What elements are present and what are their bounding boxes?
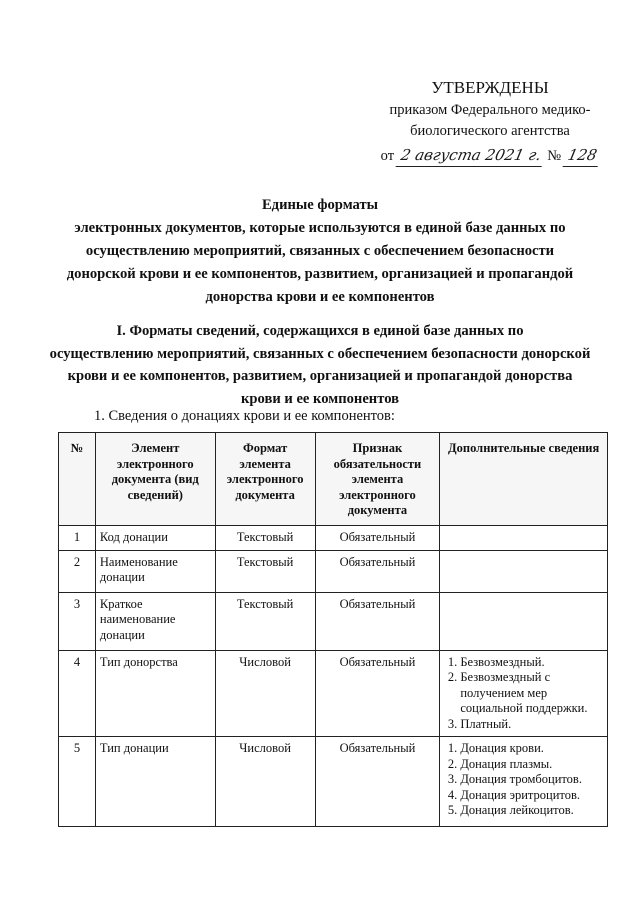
list-item: 2. Донация плазмы. <box>460 757 603 773</box>
section-heading <box>20 320 620 410</box>
document-title <box>20 194 620 309</box>
extra-list <box>444 741 603 819</box>
approval-line-2: биологического агентства <box>410 123 570 139</box>
cell-required: Обязательный <box>315 550 440 592</box>
list-item: 4. Донация эритроцитов. <box>460 788 603 804</box>
title-line-5: донорства крови и ее компонентов <box>205 289 435 305</box>
cell-element: Тип донации <box>95 737 215 827</box>
cell-required: Обязательный <box>315 592 440 650</box>
section-line-2: осуществлению мероприятий, связанных с обеспечением безопасности донорской <box>49 345 591 362</box>
number-prefix: № <box>547 148 562 164</box>
section-line-1: I. Форматы сведений, содержащихся в единой базе данных по <box>116 323 524 339</box>
cell-extra <box>440 550 608 592</box>
cell-extra <box>440 526 608 551</box>
list-item: 5. Донация лейкоцитов. <box>460 803 603 819</box>
cell-required: Обязательный <box>315 650 440 737</box>
cell-format: Числовой <box>215 737 315 827</box>
approval-line-1: приказом Федерального медико- <box>389 102 591 118</box>
formats-table <box>58 432 608 827</box>
cell-format: Текстовый <box>215 550 315 592</box>
cell-element: Код донации <box>95 526 215 551</box>
extra-list <box>444 655 603 733</box>
table-row <box>59 526 608 551</box>
cell-format: Числовой <box>215 650 315 737</box>
date-prefix: от <box>380 148 395 164</box>
header-extra: Дополнительные сведения <box>440 433 608 526</box>
header-element: Элемент электронного документа (вид сведений) <box>95 433 215 526</box>
header-format: Формат элемента электронного документа <box>215 433 315 526</box>
cell-extra <box>440 737 608 827</box>
section-line-3: крови и ее компонентов, развитием, организацией и пропагандой донорства <box>67 368 573 384</box>
approval-block <box>360 78 620 167</box>
cell-number: 1 <box>59 526 96 551</box>
cell-number: 3 <box>59 592 96 650</box>
cell-number: 5 <box>59 737 96 827</box>
title-line-3: осуществлению мероприятий, связанных с обеспечением безопасности <box>85 243 555 259</box>
list-item: 3. Платный. <box>460 717 603 733</box>
section-line-4: крови и ее компонентов <box>240 390 400 407</box>
cell-format: Текстовый <box>215 526 315 551</box>
cell-required: Обязательный <box>315 737 440 827</box>
title-line-4: донорской крови и ее компонентов, развитием, организацией и пропагандой <box>66 266 574 282</box>
list-item: 2. Безвозмездный с получением мер социальной поддержки. <box>460 670 603 717</box>
title-line-2: электронных документов, которые используются в единой базе данных по <box>74 220 566 236</box>
cell-number: 4 <box>59 650 96 737</box>
cell-required: Обязательный <box>315 526 440 551</box>
subsection-heading: 1. Сведения о донациях крови и ее компонентов: <box>94 408 395 424</box>
table-row <box>59 592 608 650</box>
approval-date-line <box>360 144 620 167</box>
title-line-1: Единые форматы <box>261 197 379 213</box>
list-item: 1. Донация крови. <box>460 741 603 757</box>
list-item: 3. Донация тромбоцитов. <box>460 772 603 788</box>
cell-extra <box>440 592 608 650</box>
cell-element: Наименование донации <box>95 550 215 592</box>
table-row <box>59 650 608 737</box>
approval-heading: УТВЕРЖДЕНЫ <box>431 78 549 97</box>
cell-element: Краткое наименование донации <box>95 592 215 650</box>
header-required: Признак обязательности элемента электронного документа <box>315 433 440 526</box>
handwritten-date: 2 августа 2021 г. <box>395 144 546 167</box>
header-number: № <box>59 433 96 526</box>
cell-format: Текстовый <box>215 592 315 650</box>
handwritten-number: 128 <box>562 144 602 167</box>
cell-element: Тип донорства <box>95 650 215 737</box>
list-item: 1. Безвозмездный. <box>460 655 603 671</box>
table-header-row <box>59 433 608 526</box>
table-row <box>59 550 608 592</box>
cell-extra <box>440 650 608 737</box>
cell-number: 2 <box>59 550 96 592</box>
table-row <box>59 737 608 827</box>
